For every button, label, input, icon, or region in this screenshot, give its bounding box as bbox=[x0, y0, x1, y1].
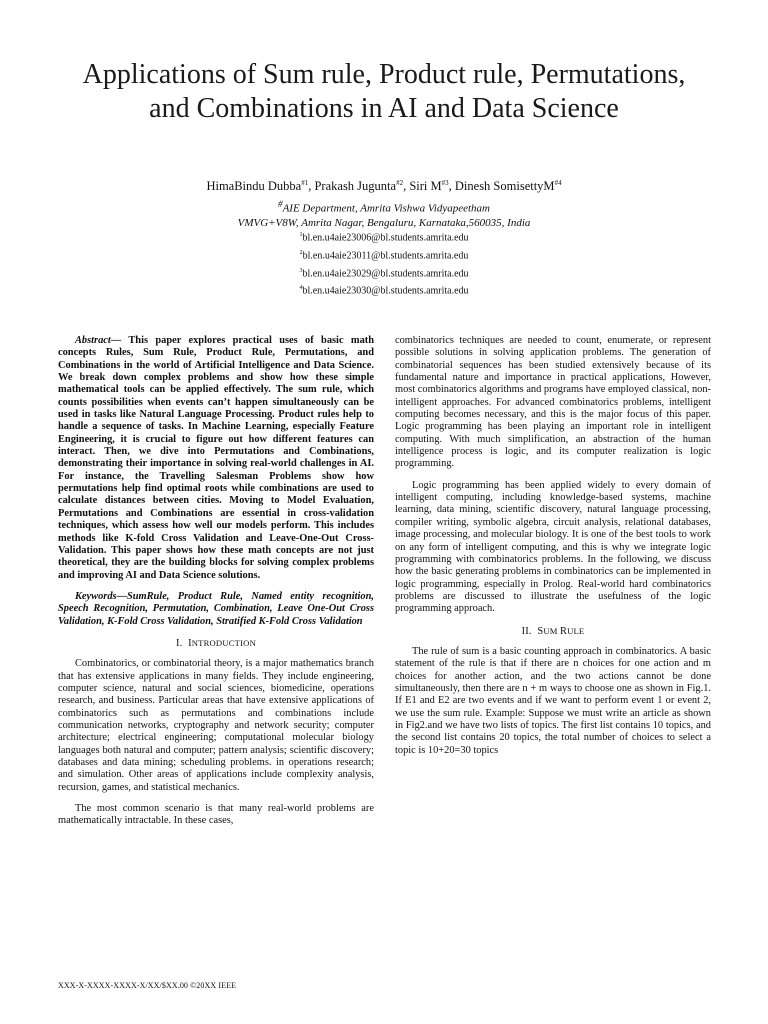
section-initial: S bbox=[537, 625, 544, 637]
email-address: bl.en.u4aie23029@bl.students.amrita.edu bbox=[302, 267, 469, 279]
section-heading-introduction bbox=[58, 637, 374, 650]
affiliation bbox=[60, 197, 708, 230]
copyright-footer: XXX-X-XXXX-XXXX-X/XX/$XX.00 ©20XX IEEE bbox=[58, 981, 237, 990]
right-paragraph-2: Logic programming has been applied widely to every domain of intelligent computing, including knowledge-based systems, machine learning, data mining, scientific discovery, natural language processing, compiler writing, symbolic algebra, circuit analysis, relational databases, image processing, and molecular biology. It is one of the best tools to work on any form of intelligent computing, and this is why we integrate logic programming with combinatorics problems. In the following, we discuss how the basic generating problems in combinatorics can be implemented in logic programming, especially in Prolog. Real-world hard combinatorics problems are discussed to illustrate the usefulness of the logic programming approach. bbox=[395, 479, 711, 615]
author-mark: #3 bbox=[441, 179, 449, 187]
author-name: HimaBindu Dubba bbox=[206, 179, 302, 194]
email-mark: 4 bbox=[299, 285, 303, 292]
abstract-text: — This paper explores practical uses of basic math concepts Rules, Sum Rule, Product Rule, Permutations, and Combinations in the world of Artificial Intelligence and Data Science. We break down complex problems and show how these simple mathematical tools can be applied effectively. The sum rule, which counts possibilities when events can’t happen simultaneously can be used in tasks like Natural Language Processing. Product rules help to handle a sequence of tasks. In Machine Learning, especially Feature Engineering, it is crucial to figure out how different features can interact. Then, we dive into Permutations and Combinations, demonstrating their importance in solving real-world challenges in AI. For instance, the Travelling Salesman Problems show how permutations help find optimal roots while combinations are used to calculate distances between cities. Moving to Model Evaluation, Permutations and Combinations are essential in cross-validation techniques, which assess how well our models perform. This includes methods like K-fold Cross Validation and Leave-One-Out Cross-Validation. This paper shows how these math concepts are not just theoretical, they are the building blocks for solving complex problems and improving AI and Data Science solutions. bbox=[58, 335, 374, 581]
author-mark: #4 bbox=[554, 179, 562, 187]
section-number: I. bbox=[175, 637, 183, 649]
section-heading-sum-rule bbox=[395, 625, 711, 638]
author-name: Siri M bbox=[409, 179, 442, 194]
author-name: Dinesh SomisettyM bbox=[454, 179, 555, 194]
email-address: bl.en.u4aie23011@bl.students.amrita.edu bbox=[302, 250, 469, 262]
email-mark: 1 bbox=[299, 232, 303, 238]
keywords: Keywords—SumRule, Product Rule, Named entity recognition, Speech Recognition, Permutation, Combination, Leave One-Out Cross Validation, K-Fold Cross Validation, Stratified K-Fold Cross Validation bbox=[58, 590, 374, 627]
author-mark: #2 bbox=[396, 179, 404, 187]
author-list: HimaBindu Dubba$^{\#1}$, Prakash Jugunta$^{\#2}$, Siri $M^{\#3}$, Dinesh SomisettyM$^{\#4}$ bbox=[206, 179, 562, 194]
paper-title: Applications of Sum rule, Product rule, Permutations, and Combinations in AI and Data Science bbox=[82, 59, 686, 124]
section-title-rest: NTRODUCTION bbox=[191, 637, 256, 648]
right-column bbox=[395, 335, 711, 766]
sum-rule-paragraph: The rule of sum is a basic counting approach in combinatorics. A basic statement of the rule is that if there are n choices for one action and m choices for another action, and the two actions cannot be done simultaneously, then there are n + m ways to choose one as shown in Fig.1. If E1 and E2 are two events and if we want to perform event 1 or event 2, we use the sum rule. Example: Suppose we must write an article as shown in Fig2.and we have two lists of topics. The first list contains 10 topics, and the second list contains 20 topics, the total number of choices to select a topic is 10+20=30 topics bbox=[395, 645, 711, 756]
section-number: II. bbox=[521, 625, 532, 637]
email-address: bl.en.u4aie23006@bl.students.amrita.edu bbox=[302, 232, 469, 244]
email-mark: 2 bbox=[299, 249, 303, 256]
right-paragraph-1: combinatorics techniques are needed to count, enumerate, or represent possible solutions in solving application problems. The generation of combinatorial sequences has been studied extensively because of its fundamental nature and importance in practical applications, However, most combinatorics algorithms and programs have employed classical, non-intelligent approaches. For advanced combinatorics problems, intelligent computing becomes necessary, and this is the major focus of this paper. Logic programming has been playing an important role in intelligent computing. With much simplification, an abstraction of the human intelligence process is logic, and its computer realization is logic programming. bbox=[395, 335, 711, 470]
author-mark: #1 bbox=[301, 179, 309, 187]
section-title-rest: UM bbox=[543, 625, 560, 636]
email-mark: 3 bbox=[299, 267, 303, 274]
abstract-lead: Abstract bbox=[75, 335, 111, 346]
section-initial: I bbox=[188, 637, 192, 649]
abstract bbox=[58, 335, 374, 582]
affiliation-line-1: AIE Department, Amrita Vishwa Vidyapeetham bbox=[282, 202, 490, 215]
section-title-rest: ULE bbox=[567, 625, 585, 636]
left-column bbox=[58, 335, 374, 837]
author-name: Prakash Jugunta bbox=[314, 179, 397, 194]
email-list bbox=[60, 228, 708, 299]
affiliation-line-2: VMVG+V8W, Amrita Nagar, Bengaluru, Karnataka,560035, India bbox=[237, 216, 531, 229]
affiliation-mark: # bbox=[277, 199, 283, 209]
intro-paragraph-1: Combinatorics, or combinatorial theory, is a major mathematics branch that has extensive applications in many fields. They include engineering, computer science, natural and social sciences, biomedicine, operations research, and business. Particular areas that have extensive applications of combinatorics such as permutations and combinations include communication networks, cryptography and network security; computer architecture; electrical engineering; computational molecular biology languages both natural and computer; pattern analysis; scientific discovery; databases and data mining; scheduling problems. in operations research; and simulation. Other areas of applications include complexity analysis, recursion, games, and statistical mechanics. bbox=[58, 658, 374, 793]
section-initial: R bbox=[559, 625, 568, 637]
email-address: bl.en.u4aie23030@bl.students.amrita.edu bbox=[302, 285, 469, 297]
intro-paragraph-2: The most common scenario is that many real-world problems are mathematically intractable. In these cases, bbox=[58, 803, 374, 827]
